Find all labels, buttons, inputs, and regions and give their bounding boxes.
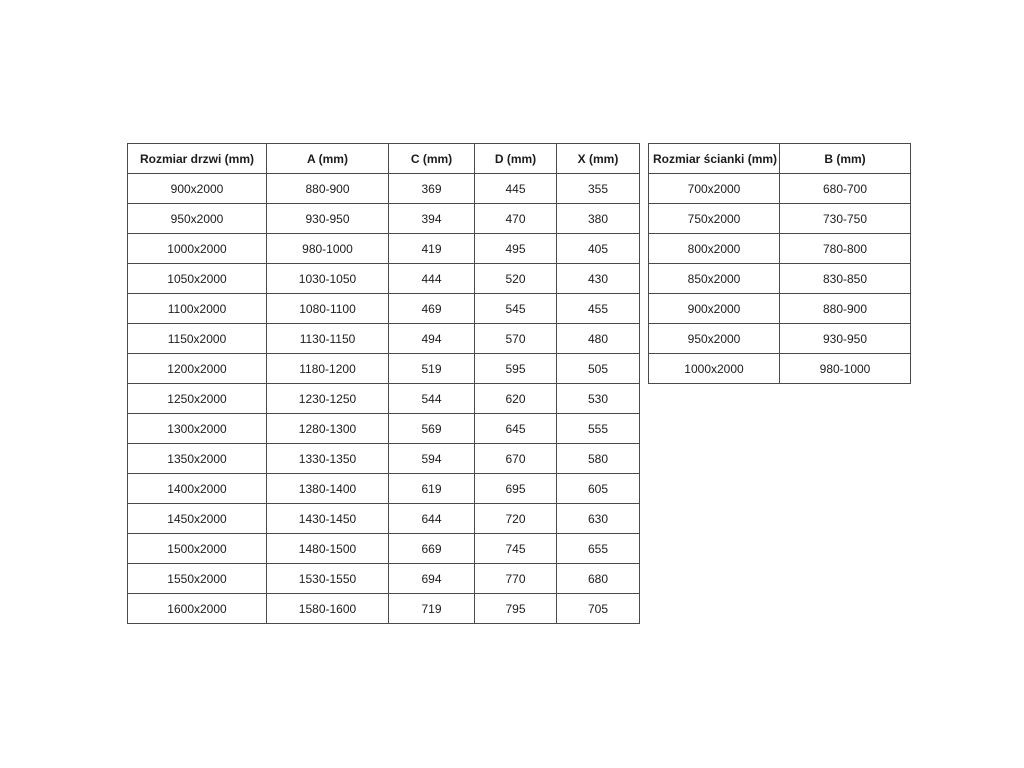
table-cell: 470 [475,204,557,234]
table-cell: 1500x2000 [128,534,267,564]
table-cell: 545 [475,294,557,324]
table-cell: 880-900 [780,294,911,324]
table-row [128,414,640,444]
table-row [128,174,640,204]
table-row [649,204,911,234]
table-cell: 1180-1200 [267,354,389,384]
table-cell: 1230-1250 [267,384,389,414]
table-row [649,264,911,294]
table-cell: 830-850 [780,264,911,294]
table-cell: 595 [475,354,557,384]
table-cell: 1600x2000 [128,594,267,624]
table-cell: 644 [389,504,475,534]
table-cell: 980-1000 [780,354,911,384]
table-cell: 700x2000 [649,174,780,204]
column-header: A (mm) [267,144,389,174]
table-cell: 1350x2000 [128,444,267,474]
table-header-row [649,144,911,174]
table-row [128,474,640,504]
table-cell: 750x2000 [649,204,780,234]
table-cell: 369 [389,174,475,204]
table-cell: 1080-1100 [267,294,389,324]
table-cell: 930-950 [780,324,911,354]
column-header: Rozmiar drzwi (mm) [128,144,267,174]
table-row [128,384,640,414]
table-row [128,444,640,474]
table-cell: 605 [557,474,640,504]
table-cell: 1000x2000 [128,234,267,264]
table-cell: 900x2000 [128,174,267,204]
table-cell: 455 [557,294,640,324]
table-cell: 1330-1350 [267,444,389,474]
table-cell: 480 [557,324,640,354]
table-row [649,234,911,264]
table-cell: 800x2000 [649,234,780,264]
column-header: X (mm) [557,144,640,174]
door-sizes-table [127,143,640,624]
table-row [128,294,640,324]
table-cell: 1430-1450 [267,504,389,534]
table-cell: 1100x2000 [128,294,267,324]
table-cell: 594 [389,444,475,474]
table-cell: 544 [389,384,475,414]
wall-sizes-table [648,143,911,384]
table-cell: 850x2000 [649,264,780,294]
table-cell: 495 [475,234,557,264]
table-row [128,264,640,294]
table-cell: 520 [475,264,557,294]
table-cell: 569 [389,414,475,444]
table-cell: 950x2000 [128,204,267,234]
table-cell: 630 [557,504,640,534]
table-cell: 570 [475,324,557,354]
table-row [128,504,640,534]
table-cell: 519 [389,354,475,384]
table-cell: 719 [389,594,475,624]
column-header: B (mm) [780,144,911,174]
column-header: C (mm) [389,144,475,174]
table-cell: 1530-1550 [267,564,389,594]
table-cell: 900x2000 [649,294,780,324]
table-cell: 1000x2000 [649,354,780,384]
table-cell: 720 [475,504,557,534]
table-cell: 730-750 [780,204,911,234]
table-cell: 1380-1400 [267,474,389,504]
table-cell: 770 [475,564,557,594]
table-cell: 780-800 [780,234,911,264]
table-cell: 705 [557,594,640,624]
table-cell: 1580-1600 [267,594,389,624]
table-row [128,594,640,624]
table-cell: 655 [557,534,640,564]
table-cell: 530 [557,384,640,414]
table-cell: 494 [389,324,475,354]
table-cell: 745 [475,534,557,564]
table-row [128,204,640,234]
column-header: Rozmiar ścianki (mm) [649,144,780,174]
table-cell: 1480-1500 [267,534,389,564]
table-cell: 380 [557,204,640,234]
table-row [649,354,911,384]
table-cell: 619 [389,474,475,504]
table-cell: 505 [557,354,640,384]
table-header-row [128,144,640,174]
table-row [128,234,640,264]
table-cell: 1400x2000 [128,474,267,504]
column-header: D (mm) [475,144,557,174]
table-cell: 1050x2000 [128,264,267,294]
table-cell: 555 [557,414,640,444]
table-cell: 880-900 [267,174,389,204]
table-cell: 405 [557,234,640,264]
table-cell: 580 [557,444,640,474]
table-cell: 669 [389,534,475,564]
table-row [128,564,640,594]
table-row [649,294,911,324]
table-cell: 645 [475,414,557,444]
table-cell: 445 [475,174,557,204]
table-cell: 1130-1150 [267,324,389,354]
table-cell: 1300x2000 [128,414,267,444]
table-row [649,324,911,354]
table-row [128,534,640,564]
table-cell: 444 [389,264,475,294]
table-cell: 695 [475,474,557,504]
table-cell: 1030-1050 [267,264,389,294]
table-cell: 795 [475,594,557,624]
table-cell: 1280-1300 [267,414,389,444]
table-cell: 680-700 [780,174,911,204]
table-cell: 670 [475,444,557,474]
table-row [649,174,911,204]
table-cell: 950x2000 [649,324,780,354]
table-row [128,354,640,384]
table-cell: 469 [389,294,475,324]
table-cell: 1250x2000 [128,384,267,414]
table-cell: 620 [475,384,557,414]
table-cell: 680 [557,564,640,594]
table-cell: 1200x2000 [128,354,267,384]
table-cell: 355 [557,174,640,204]
table-row [128,324,640,354]
table-cell: 1150x2000 [128,324,267,354]
table-cell: 394 [389,204,475,234]
table-cell: 930-950 [267,204,389,234]
table-cell: 1550x2000 [128,564,267,594]
table-cell: 1450x2000 [128,504,267,534]
table-cell: 430 [557,264,640,294]
table-cell: 980-1000 [267,234,389,264]
table-cell: 419 [389,234,475,264]
table-cell: 694 [389,564,475,594]
